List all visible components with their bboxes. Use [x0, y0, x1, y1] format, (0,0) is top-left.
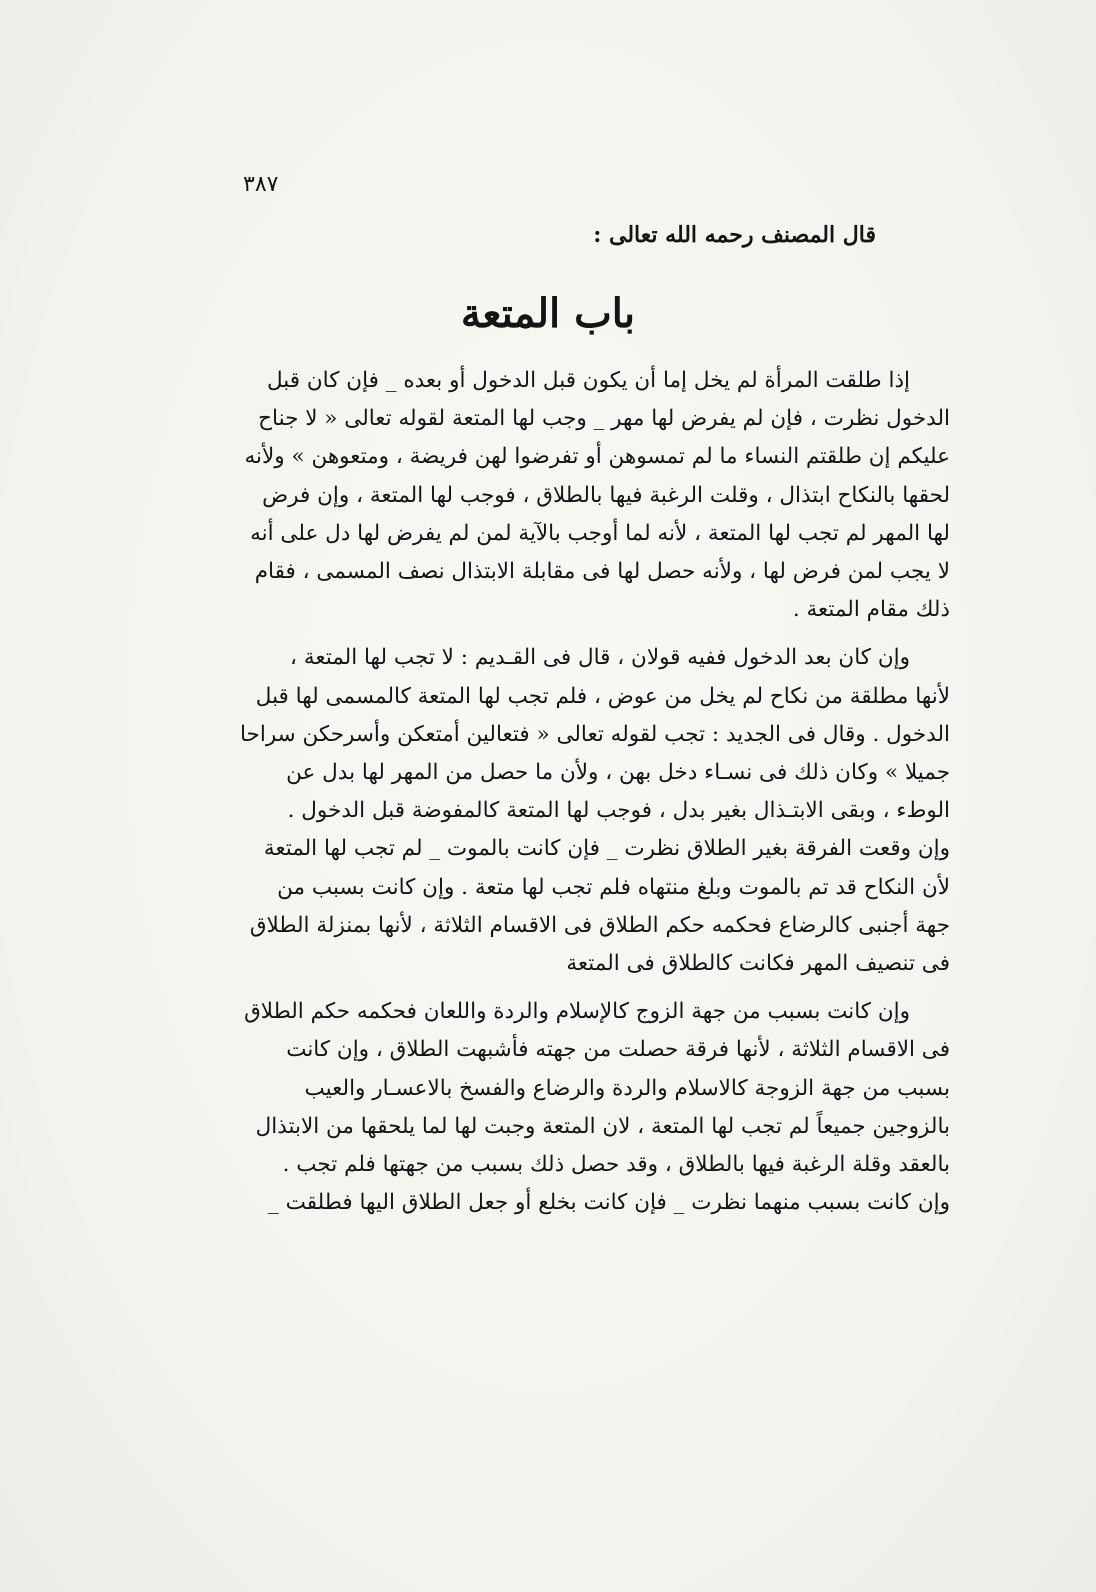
text-line: فى الاقسام الثلاثة ، لأنها فرقة حصلت من جهته فأشبهت الطلاق ، وإن كانت: [286, 1037, 950, 1063]
page-number: ٣٨٧: [243, 172, 279, 197]
text-line: لحقها بالنكاح ابتذال ، وقلت الرغبة فيها بالطلاق ، فوجب لها المتعة ، وإن فرض: [262, 482, 950, 508]
text-line: الوطء ، وبقى الابتـذال بغير بدل ، فوجب لها المتعة كالمفوضة قبل الدخول .: [287, 798, 950, 824]
text-line: بسبب من جهة الزوجة كالاسلام والردة والرضاع والفسخ بالاعسـار والعيب: [304, 1075, 950, 1101]
body-text: [220, 362, 950, 1222]
text-line: الدخول . وقال فى الجديد : تجب لقوله تعالى « فتعالين أمتعكن وأسرحكن سراحا: [240, 721, 950, 747]
text-line: الدخول نظرت ، فإن لم يفرض لها مهر _ وجب لها المتعة لقوله تعالى « لا جناح: [258, 406, 950, 432]
text-line: لا يجب لمن فرض لها ، ولأنه حصل لها فى مقابلة الابتذال نصف المسمى ، فقام: [254, 559, 950, 585]
text-line: بالعقد وقلة الرغبة فيها بالطلاق ، وقد حصل ذلك بسبب من جهتها فلم تجب .: [282, 1152, 950, 1178]
text-line: وإن كان بعد الدخول ففيه قولان ، قال فى القـديم : لا تجب لها المتعة ،: [290, 645, 910, 671]
text-line: ذلك مقام المتعة .: [792, 597, 950, 623]
text-line: جميلا » وكان ذلك فى نسـاء دخل بهن ، ولأن ما حصل من المهر لها بدل عن: [286, 760, 950, 786]
text-line: بالزوجين جميعاً لم تجب لها المتعة ، لان المتعة وجبت لها لما يلحقها من الابتذال: [255, 1113, 950, 1139]
paragraph: [220, 362, 950, 629]
text-line: عليكم إن طلقتم النساء ما لم تمسوهن أو تفرضوا لهن فريضة ، ومتعوهن » ولأنه: [244, 444, 950, 470]
text-line: إذا طلقت المرأة لم يخل إما أن يكون قبل الدخول أو بعده _ فإن كان قبل: [267, 368, 910, 393]
text-line: لها المهر لم تجب لها المتعة ، لأنه لما أوجب بالآية لمن لم يفرض لها دل على أنه: [250, 520, 950, 546]
text-line: لأنها مطلقة من نكاح لم يخل من عوض ، فلم تجب لها المتعة كالمسمى لها قبل: [255, 683, 950, 709]
text-line: وإن كانت بسبب منهما نظرت _ فإن كانت بخلع أو جعل الطلاق اليها فطلقت _: [268, 1190, 950, 1216]
author-attribution: قال المصنف رحمه الله تعالى :: [593, 222, 876, 248]
chapter-title: باب المتعة: [460, 290, 636, 337]
paragraph: [220, 639, 950, 983]
text-line: وإن كانت بسبب من جهة الزوج كالإسلام والردة واللعان فحكمه حكم الطلاق: [244, 999, 910, 1025]
text-line: جهة أجنبى كالرضاع فحكمه حكم الطلاق فى الاقسام الثلاثة ، لأنها بمنزلة الطلاق: [249, 912, 950, 938]
text-line: فى تنصيف المهر فكانت كالطلاق فى المتعة: [566, 951, 950, 977]
text-line: لأن النكاح قد تم بالموت وبلغ منتهاه فلم تجب لها متعة . وإن كانت بسبب من: [277, 874, 950, 900]
text-line: وإن وقعت الفرقة بغير الطلاق نظرت _ فإن كانت بالموت _ لم تجب لها المتعة: [263, 836, 950, 862]
paragraph: [220, 993, 950, 1222]
